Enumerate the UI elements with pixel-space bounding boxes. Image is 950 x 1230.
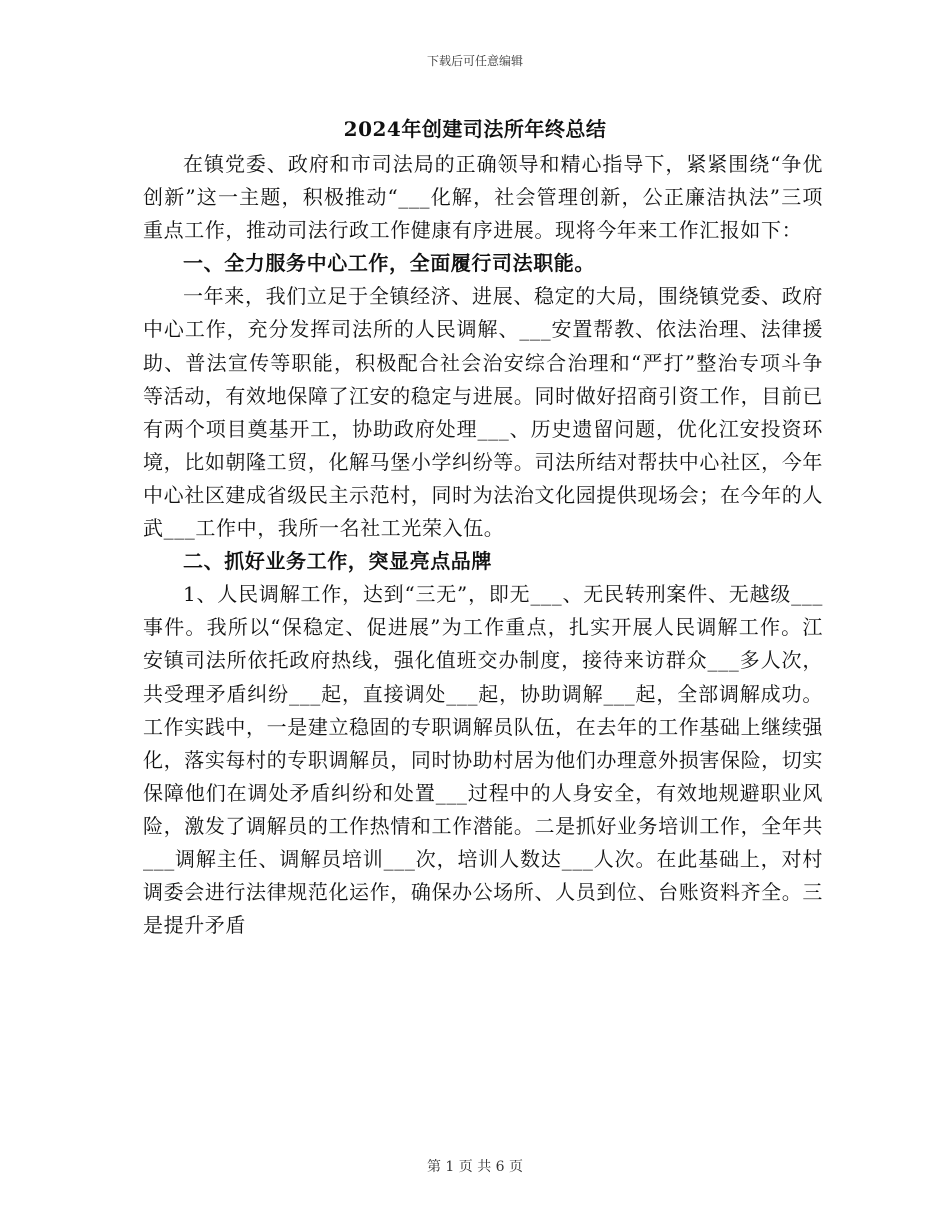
section1-paragraph: 一年来，我们立足于全镇经济、进展、稳定的大局，围绕镇党委、政府中心工作，充分发挥司法所的人民调解、___安置帮教、依法治理、法律援助、普法宣传等职能，积极配合社会治安综合治理和“严打”整治专项斗争等活动，有效地保障了江安的稳定与进展。同时做好招商引资工作，目前已有两个项目奠基开工，协助政府处理___、历史遗留问题，优化江安投资环境，比如朝隆工贸，化解马堡小学纠纷等。司法所结对帮扶中心社区，今年中心社区建成省级民主示范村，同时为法治文化园提供现场会；在今年的人武___工作中，我所一名社工光荣入伍。	[143, 284, 823, 541]
document-title: 2024年创建司法所年终总结	[343, 117, 607, 141]
header-note: 下载后可任意编辑	[426, 54, 523, 68]
document-body	[143, 148, 823, 942]
intro-paragraph: 在镇党委、政府和市司法局的正确领导和精心指导下，紧紧围绕“争优创新”这一主题，积极推动“___化解，社会管理创新，公正廉洁执法”三项重点工作，推动司法行政工作健康有序进展。现将今年来工作汇报如下：	[143, 152, 823, 243]
section2-paragraph: 1、人民调解工作，达到“三无”，即无___、无民转刑案件、无越级___事件。我所以“保稳定、促进展”为工作重点，扎实开展人民调解工作。江安镇司法所依托政府热线，强化值班交办制度，接待来访群众___多人次，共受理矛盾纠纷___起，直接调处___起，协助调解___起，全部调解成功。工作实践中，一是建立稳固的专职调解员队伍，在去年的工作基础上继续强化，落实每村的专职调解员，同时协助村居为他们办理意外损害保险，切实保障他们在调处矛盾纠纷和处置___过程中的人身安全，有效地规避职业风险，激发了调解员的工作热情和工作潜能。二是抓好业务培训工作，全年共___调解主任、调解员培训___次，培训人数达___人次。在此基础上，对村调委会进行法律规范化运作，确保办公场所、人员到位、台账资料齐全。三是提升矛盾	[143, 582, 823, 938]
page-number: 第 1 页 共 6 页	[426, 1159, 524, 1175]
section2-heading: 二、抓好业务工作，突显亮点品牌	[183, 549, 492, 574]
section1-heading: 一、全力服务中心工作，全面履行司法职能。	[183, 251, 595, 276]
